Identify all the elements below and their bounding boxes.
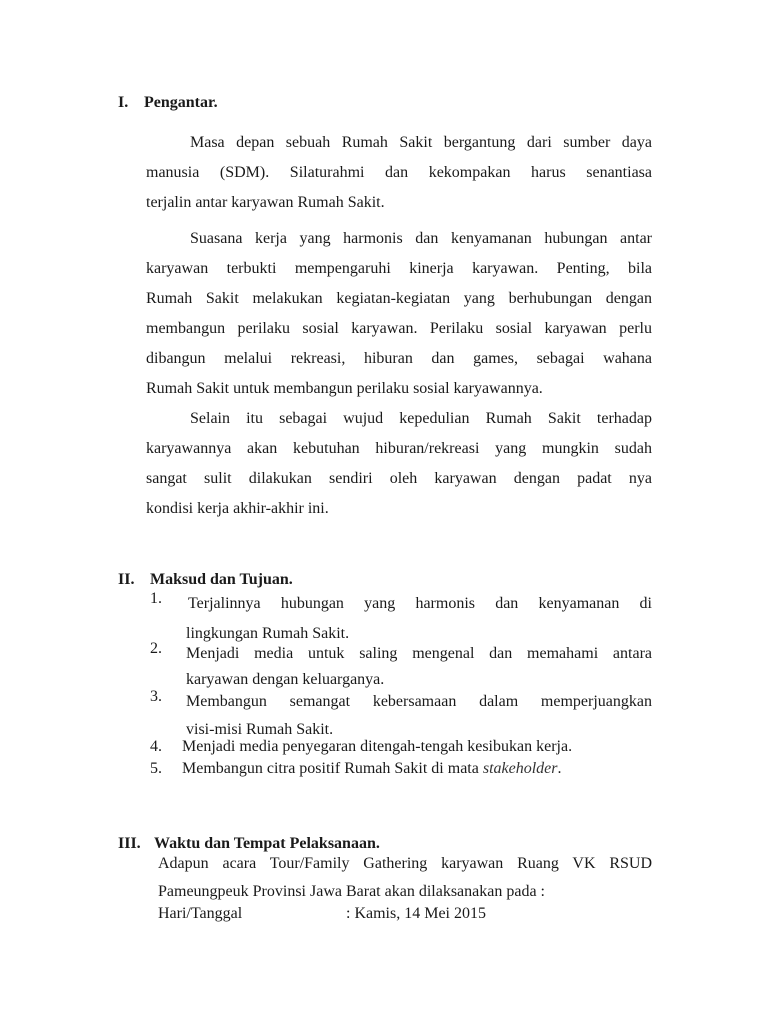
schedule-day-label: Hari/Tanggal [158,905,243,922]
intro-paragraph-1 [146,128,652,218]
schedule-day-value: : Kamis, 14 Mei 2015 [346,905,486,922]
list-item-number: 2. [150,640,162,657]
section-1-number: I. [118,94,129,111]
list-item-text: Membangun citra positif Rumah Sakit di mata [182,760,483,777]
list-item-number: 5. [150,760,162,777]
section-2-heading [118,571,293,589]
paragraph-line: sangat sulit dilakukan sendiri oleh karyawan dengan padat nya [146,470,652,487]
paragraph-line: Suasana kerja yang harmonis dan kenyamanan hubungan antar [190,230,652,247]
paragraph-line: Selain itu sebagai wujud kepedulian Rumah Sakit terhadap [190,410,652,427]
list-item-italic: stakeholder [482,760,558,777]
section-2-number: II. [118,571,135,588]
list-item [150,760,562,778]
intro-paragraph-3 [146,404,652,524]
list-item-number: 3. [150,688,162,705]
list-item-number: 4. [150,738,162,755]
paragraph-line: karyawannya akan kebutuhan hiburan/rekreasi yang mungkin sudah [146,440,652,457]
schedule-line-2: Pameungpeuk Provinsi Jawa Barat akan dilaksanakan pada : [158,883,545,900]
section-3-number: III. [118,835,141,852]
schedule-line-1: Adapun acara Tour/Family Gathering karyawan Ruang VK RSUD [158,855,652,872]
list-item-suffix: . [557,760,562,777]
section-3-title: Waktu dan Tempat Pelaksanaan. [154,835,380,852]
paragraph-line: karyawan terbukti mempengaruhi kinerja karyawan. Penting, bila [146,260,652,277]
list-item-number: 1. [150,590,162,607]
paragraph-line: kondisi kerja akhir-akhir ini. [146,500,329,517]
section-3-heading [118,835,380,853]
list-item-line: Menjadi media penyegaran ditengah-tengah kesibukan kerja. [182,738,573,755]
list-item [150,738,572,756]
paragraph-line: Masa depan sebuah Rumah Sakit bergantung dari sumber daya [190,134,652,151]
section-2-title: Maksud dan Tujuan. [150,571,293,588]
intro-paragraph-2 [146,224,652,404]
list-item-line: lingkungan Rumah Sakit. [186,625,350,642]
list-item-line: Terjalinnya hubungan yang harmonis dan kenyamanan di [188,595,652,612]
paragraph-line: manusia (SDM). Silaturahmi dan kekompakan harus senantiasa [146,164,652,181]
paragraph-line: dibangun melalui rekreasi, hiburan dan games, sebagai wahana [146,350,652,367]
list-item-line: visi-misi Rumah Sakit. [186,721,334,738]
paragraph-line: membangun perilaku sosial karyawan. Perilaku sosial karyawan perlu [146,320,652,337]
paragraph-line: Rumah Sakit melakukan kegiatan-kegiatan yang berhubungan dengan [146,290,652,307]
paragraph-line: terjalin antar karyawan Rumah Sakit. [146,194,385,211]
list-item [150,688,652,744]
section-1-heading [118,94,218,112]
list-item [150,590,652,646]
paragraph-line: Rumah Sakit untuk membangun perilaku sosial karyawannya. [146,380,543,397]
list-item-line: Menjadi media untuk saling mengenal dan memahami antara [186,645,652,662]
list-item-line: karyawan dengan keluarganya. [186,671,385,688]
list-item-line: Membangun semangat kebersamaan dalam memperjuangkan [186,693,652,710]
section-1-title: Pengantar. [144,94,218,111]
